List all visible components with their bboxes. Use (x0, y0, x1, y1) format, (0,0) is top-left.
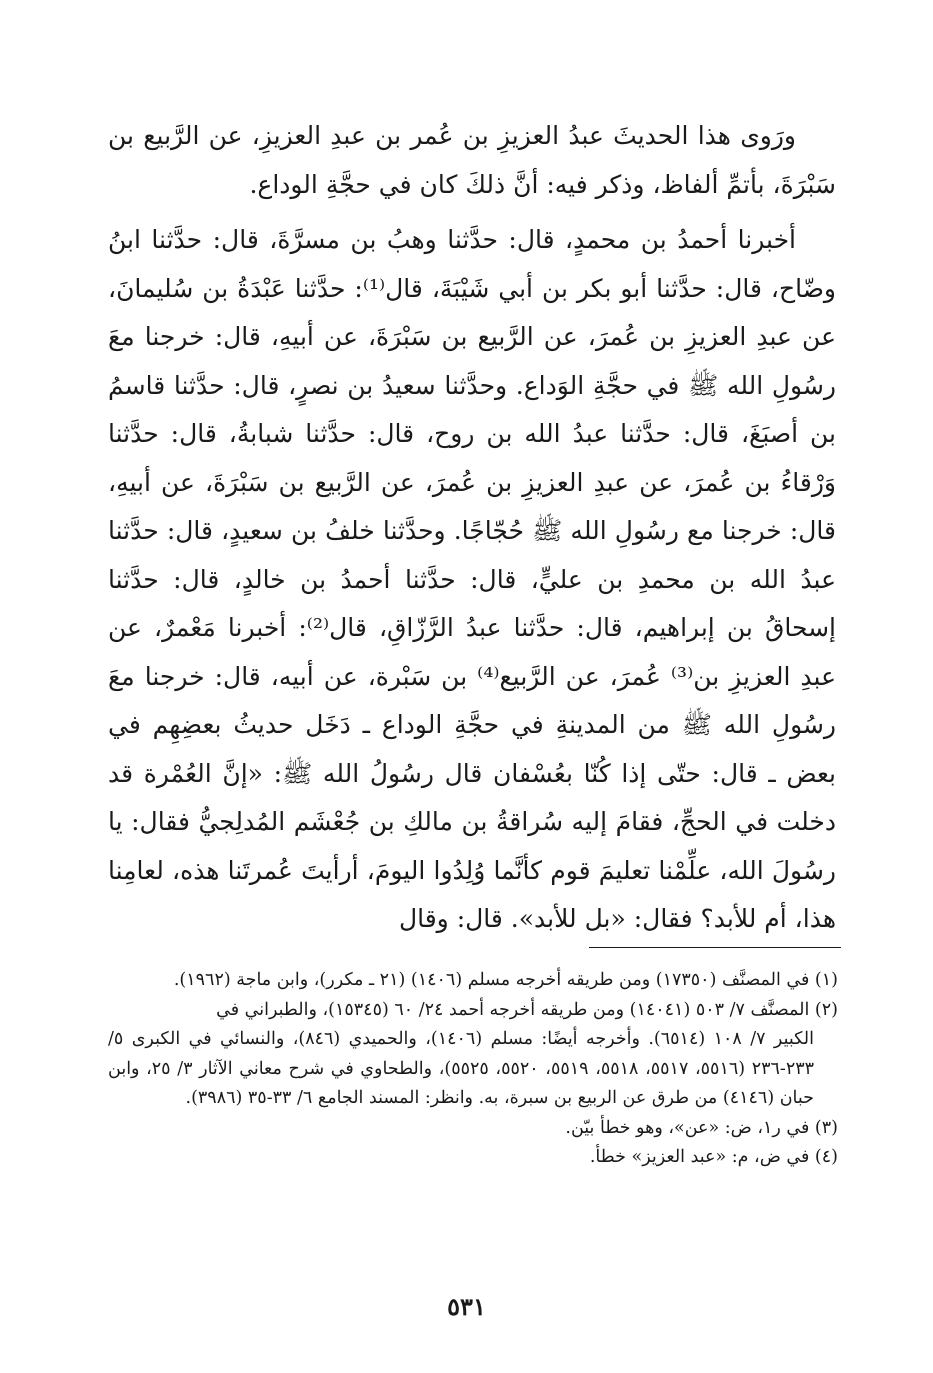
paragraph: أخبرنا أحمدُ بن محمدٍ، قال: حدَّثنا وهبُ بن مسرَّةَ، قال: حدَّثنا ابنُ وضّاح، قال: حدَّثنا أبو بكر بن أبي شَيْبَةَ، قال⁽¹⁾: حدَّثنا عَبْدَةُ بن سُليمانَ، عن عبدِ العزيزِ بن عُمرَ، عن الرَّبيع بن سَبْرَةَ، عن أبيهِ، قال: خرجنا معَ رسُولِ الله ﷺ في حجَّةِ الوَداع. وحدَّثنا سعيدُ بن نصرٍ، قال: حدَّثنا قاسمُ بن أصبَغَ، قال: حدَّثنا عبدُ الله بن روح، قال: حدَّثنا شبابةُ، قال: حدَّثنا وَرْقاءُ بن عُمرَ، عن عبدِ العزيزِ بن عُمرَ، عن الرَّبيع بن سَبْرَةَ، عن أبيهِ، قال: خرجنا مع رسُولِ الله ﷺ حُجّاجًا. وحدَّثنا خلفُ بن سعيدٍ، قال: حدَّثنا عبدُ الله بن محمدِ بن عليٍّ، قال: حدَّثنا أحمدُ بن خالدٍ، قال: حدَّثنا إسحاقُ بن إبراهيم، قال: حدَّثنا عبدُ الرَّزّاقِ، قال⁽²⁾: أخبرنا مَعْمرٌ، عن عبدِ العزيزِ بن⁽³⁾ عُمرَ، عن الرَّبيع⁽⁴⁾ بن سَبْرة، عن أبيه، قال: خرجنا معَ رسُولِ الله ﷺ من المدينةِ في حجَّةِ الوداع ـ دَخَل حديثُ بعضِهِم في بعض ـ قال: حتّى إذا كُنّا بعُسْفان قال رسُولُ الله ﷺ: «إنَّ العُمْرة قد دخلت في الحجِّ، فقامَ إليه سُراقةُ بن مالكِ بن جُعْشَم المُدلِجيُّ فقال: يا رسُولَ الله، علِّمْنا تعليمَ قوم كأنَّما وُلِدُوا اليومَ، أرأيتَ عُمرتَنا هذه، لعامِنا هذا، أم للأبد؟ فقال: «بل للأبد». قال: وقال (108, 225, 837, 933)
footnote-2-continuation: الكبير ٧/ ١٠٨ (٦٥١٤). وأخرجه أيضًا: مسلم (١٤٠٦)، والحميدي (٨٤٦)، والنسائي في الكبرى ٥/ ٢٣٣-٢٣٦ (٥٥١٦، ٥٥١٧، ٥٥١٨، ٥٥١٩، ٥٥٢٠، ٥٥٢٥)، والطحاوي في شرح معاني الآثار ٣/ ٢٥، وابن حبان (٤١٤٦) من طرق عن الربيع بن سبرة، به. وانظر: المسند الجامع ٦/ ٣٣-٣٥ (٣٩٨٦). (108, 1029, 815, 1108)
footnote-1: (١) في المصنَّف (١٧٣٥٠) ومن طريقه أخرجه مسلم (١٤٠٦) (٢١ ـ مكرر)، وابن ماجة (١٩٦٢). (173, 970, 838, 990)
main-text (108, 112, 836, 944)
footnotes (108, 966, 838, 1173)
page-number: ٥٣١ (447, 1292, 486, 1321)
footnote-3: (٣) في ر١، ض: «عن»، وهو خطأ بيّن. (565, 1117, 838, 1138)
footnote-2: (٢) المصنَّف ٧/ ٥٠٣ (١٤٠٤١) ومن طريقه أخرجه أحمد ٢٤/ ٦٠ (١٥٣٤٥)، والطبراني في (216, 999, 838, 1020)
footnote-4: (٤) في ض، م: «عبد العزيز» خطأ. (589, 1147, 838, 1167)
paragraph: ورَوى هذا الحديثَ عبدُ العزيزِ بن عُمر بن عبدِ العزيزِ، عن الرَّبيع بن سَبْرَةَ، بأتمِّ ألفاظ، وذكر فيه: أنَّ ذلكَ كان في حجَّةِ الوداع. (108, 121, 836, 199)
footnote-divider (589, 947, 841, 948)
